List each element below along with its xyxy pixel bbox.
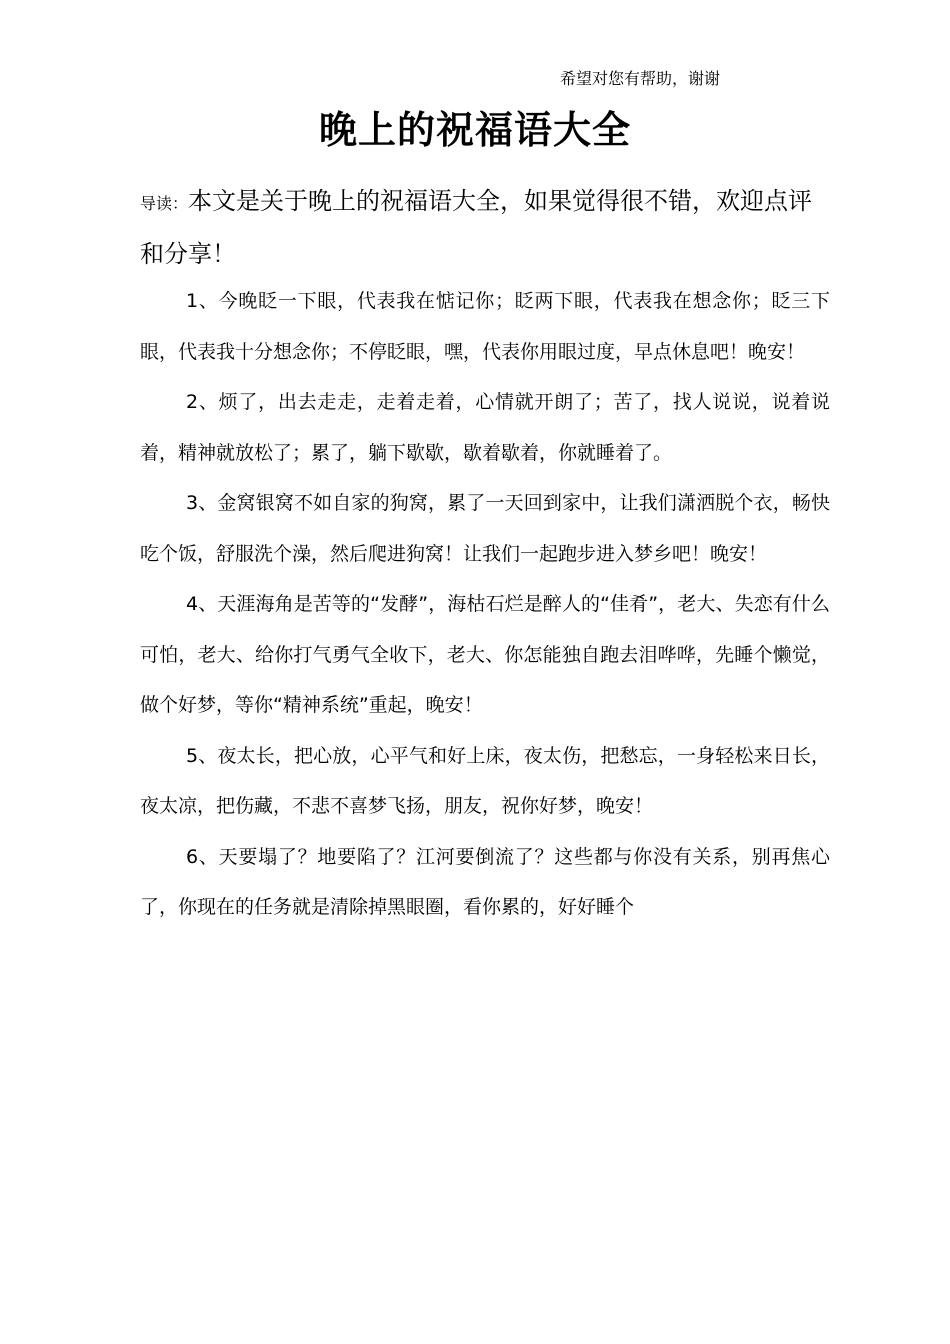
document-title: 晚上的祝福语大全 <box>318 108 631 152</box>
intro-label: 导读： <box>140 194 189 213</box>
paragraph-6: 6、天要塌了？地要陷了？江河要倒流了？这些都与你没有关系，别再焦心了，你现在的任务就是清除掉黑眼圈，看你累的，好好睡个 <box>140 845 830 918</box>
paragraph-4: 4、天涯海角是苦等的“发酵”，海枯石烂是醉人的“佳肴”，老大、失恋有什么可怕，老大、给你打气勇气全收下，老大、你怎能独自跑去泪哗哗，先睡个懒觉，做个好梦，等你“精神系统”重起，晚安！ <box>140 593 830 716</box>
paragraph-3: 3、金窝银窝不如自家的狗窝，累了一天回到家中，让我们潇洒脱个衣，畅快吃个饭，舒服洗个澡，然后爬进狗窝！让我们一起跑步进入梦乡吧！晚安！ <box>140 492 830 565</box>
paragraph-2: 2、烦了，出去走走，走着走着，心情就开朗了；苦了，找人说说，说着说着，精神就放松了；累了，躺下歇歇，歇着歇着，你就睡着了。 <box>140 391 830 464</box>
content-body <box>140 276 830 933</box>
paragraph-5: 5、夜太长，把心放，心平气和好上床，夜太伤，把愁忘，一身轻松来日长，夜太凉，把伤藏，不悲不喜梦飞扬，朋友，祝你好梦，晚安！ <box>140 744 830 817</box>
intro-text: 本文是关于晚上的祝福语大全，如果觉得很不错，欢迎点评和分享！ <box>140 187 813 268</box>
intro-paragraph <box>140 176 830 279</box>
paragraph-1: 1、今晚眨一下眼，代表我在惦记你；眨两下眼，代表我在想念你；眨三下眼，代表我十分想念你；不停眨眼，嘿，代表你用眼过度，早点休息吧！晚安！ <box>140 290 830 363</box>
header-note: 希望对您有帮助，谢谢 <box>560 69 721 88</box>
